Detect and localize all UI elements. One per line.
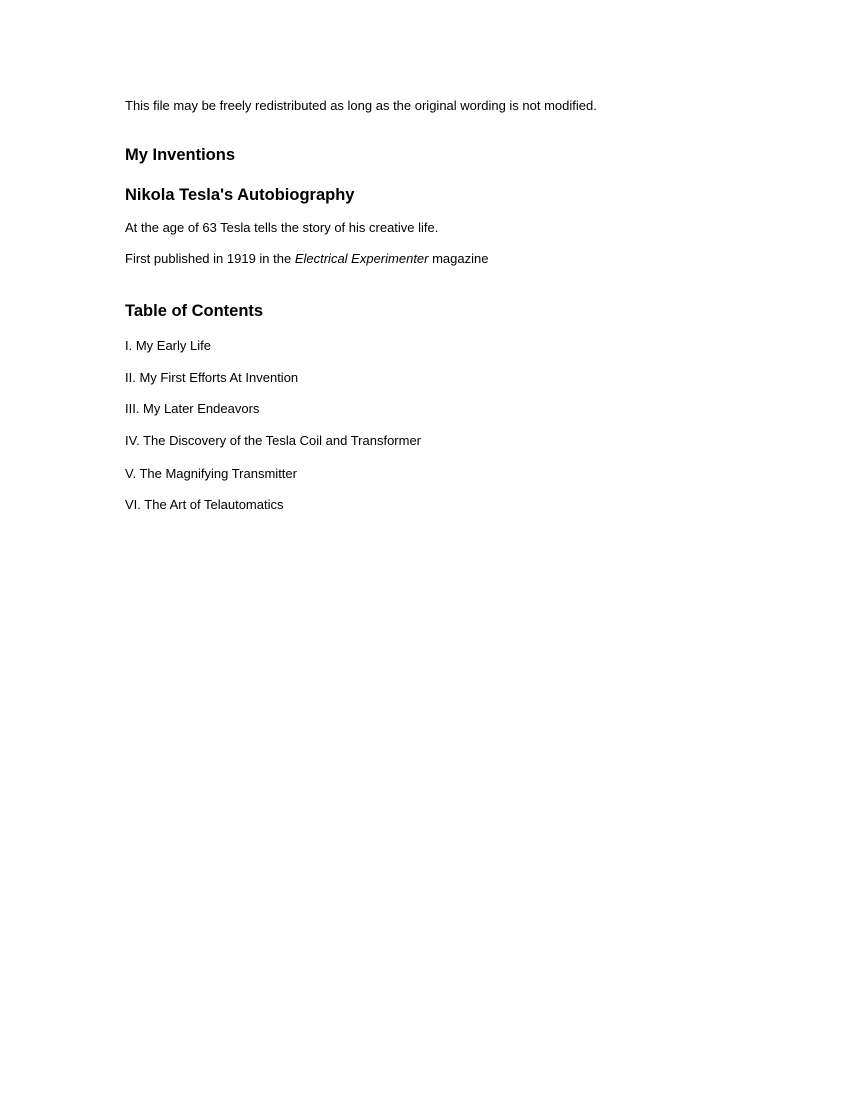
publication-paragraph bbox=[125, 251, 488, 266]
toc-item-later-endeavors[interactable]: III. My Later Endeavors bbox=[125, 401, 260, 416]
document-subtitle: Nikola Tesla's Autobiography bbox=[125, 186, 355, 204]
document-title: My Inventions bbox=[125, 146, 236, 164]
publication-suffix: magazine bbox=[428, 251, 489, 266]
magazine-name: Electrical Experimenter bbox=[294, 251, 429, 266]
redistribution-notice: This file may be freely redistributed as long as the original wording is not modified. bbox=[125, 98, 597, 113]
toc-item-early-life[interactable]: I. My Early Life bbox=[125, 338, 211, 353]
publication-prefix: First published in 1919 in the bbox=[125, 251, 295, 266]
toc-heading: Table of Contents bbox=[125, 302, 264, 320]
intro-paragraph: At the age of 63 Tesla tells the story of his creative life. bbox=[125, 220, 439, 235]
toc-item-magnifying-transmitter[interactable]: V. The Magnifying Transmitter bbox=[125, 466, 297, 481]
toc-item-telautomatics[interactable]: VI. The Art of Telautomatics bbox=[125, 497, 284, 512]
toc-item-first-efforts[interactable]: II. My First Efforts At Invention bbox=[125, 370, 299, 385]
toc-item-tesla-coil[interactable]: IV. The Discovery of the Tesla Coil and Transformer bbox=[125, 433, 422, 448]
